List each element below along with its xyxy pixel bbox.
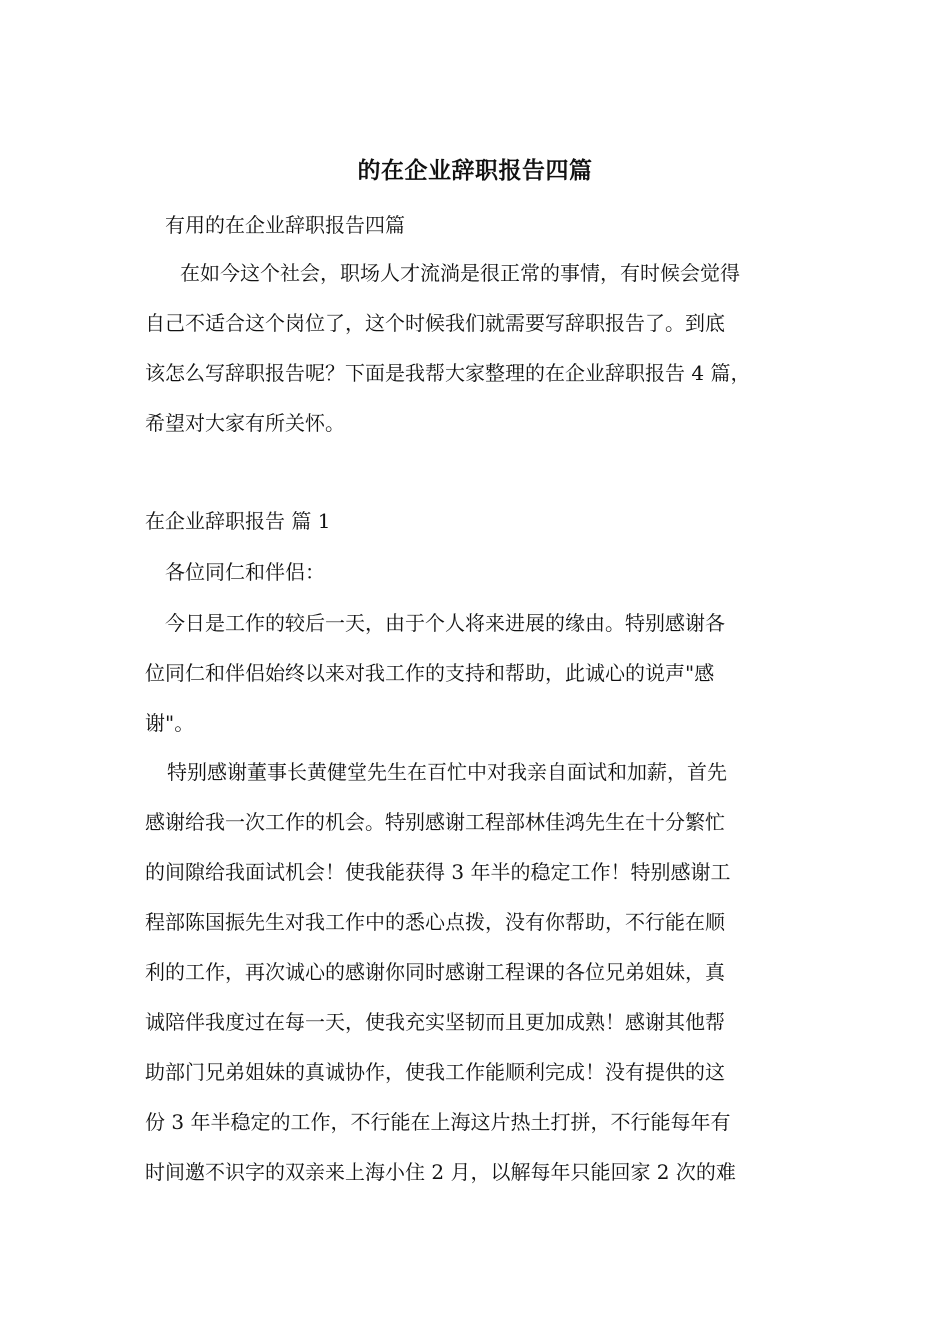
intro-line: 希望对大家有所关怀。 [145, 411, 345, 435]
paragraph-line: 助部门兄弟姐妹的真诚协作，使我工作能顺利完成！没有提供的这 [145, 1060, 725, 1084]
intro-paragraph [145, 248, 835, 448]
paragraph-line: 时间邀不识字的双亲来上海小住 2 月，以解每年只能回家 2 次的难 [145, 1160, 736, 1184]
paragraph-line: 今日是工作的较后一天，由于个人将来进展的缘由。特别感谢各 [165, 611, 725, 635]
paragraph-line: 的间隙给我面试机会！使我能获得 3 年半的稳定工作！特别感谢工 [145, 860, 731, 884]
paragraph-line: 特别感谢董事长黄健堂先生在百忙中对我亲自面试和加薪，首先 [167, 760, 727, 784]
paragraph-line: 份 3 年半稳定的工作，不行能在上海这片热土打拼，不行能每年有 [145, 1110, 731, 1134]
paragraph-line: 谢"。 [145, 711, 195, 735]
paragraph-2 [145, 747, 835, 1197]
paragraph-line: 诚陪伴我度过在每一天，使我充实坚韧而且更加成熟！感谢其他帮 [145, 1010, 725, 1034]
document-title: 的在企业辞职报告四篇 [357, 157, 593, 184]
paragraph-line: 感谢给我一次工作的机会。特别感谢工程部林佳鸿先生在十分繁忙 [145, 810, 725, 834]
paragraph-line: 利的工作，再次诚心的感谢你同时感谢工程课的各位兄弟姐妹，真 [145, 960, 725, 984]
intro-line: 在如今这个社会，职场人才流淌是很正常的事情，有时候会觉得 [180, 261, 740, 285]
paragraph-line: 程部陈国振先生对我工作中的悉心点拨，没有你帮助，不行能在顺 [145, 910, 725, 934]
salutation: 各位同仁和伴侣： [165, 560, 325, 584]
paragraph-line: 位同仁和伴侣始终以来对我工作的支持和帮助，此诚心的说声"感 [145, 661, 715, 685]
intro-line: 该怎么写辞职报告呢？下面是我帮大家整理的在企业辞职报告 4 篇， [145, 361, 751, 385]
paragraph-1 [145, 598, 835, 748]
section-heading: 在企业辞职报告 篇 1 [145, 509, 331, 533]
document-subtitle: 有用的在企业辞职报告四篇 [165, 213, 405, 237]
intro-line: 自己不适合这个岗位了，这个时候我们就需要写辞职报告了。到底 [145, 311, 725, 335]
